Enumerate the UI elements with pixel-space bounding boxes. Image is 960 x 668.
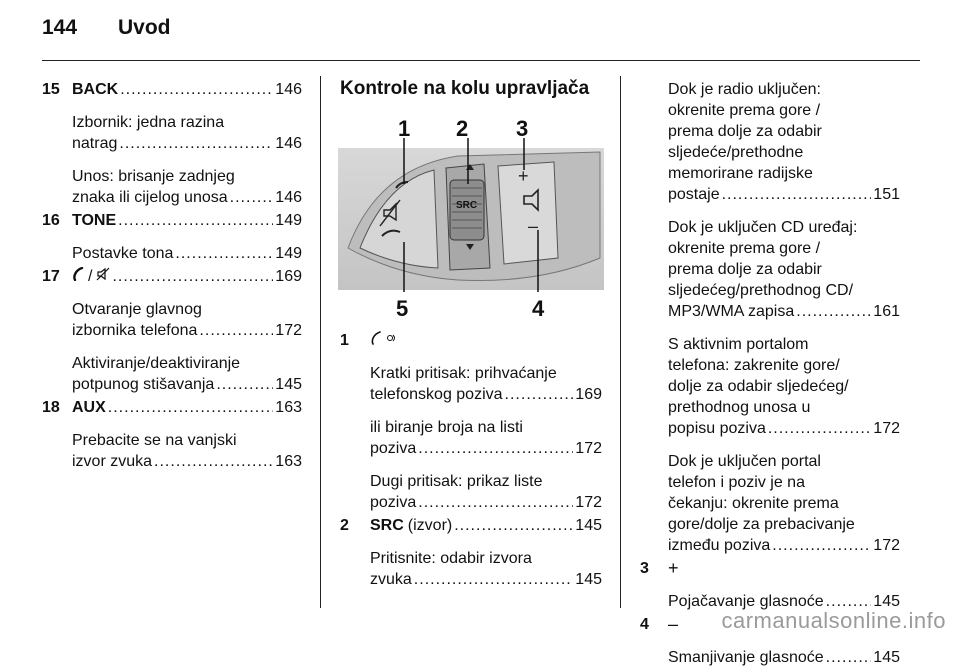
page-ref[interactable]: 146 <box>275 81 302 98</box>
page-ref[interactable]: 146 <box>275 189 302 206</box>
entry-text: prethodnog unosa u <box>668 399 811 416</box>
volume-plus-symbol: + <box>518 166 529 186</box>
page-ref[interactable]: 172 <box>873 537 900 554</box>
entry-label: SRC <box>370 517 404 534</box>
right-block-4 <box>668 451 900 556</box>
header-rule <box>42 60 920 61</box>
entry-text: memorirane radijske <box>668 165 813 182</box>
page-ref[interactable]: 151 <box>873 186 900 203</box>
page-ref[interactable]: 145 <box>575 517 602 534</box>
minus-icon: – <box>668 614 679 634</box>
entry-text: prema dolje za odabir <box>668 123 822 140</box>
entry-text: natrag <box>72 135 118 152</box>
phone-icon <box>72 266 84 287</box>
entry-text: ili biranje broja na listi <box>370 419 523 436</box>
page-ref[interactable]: 161 <box>873 303 900 320</box>
entry-text: Dugi pritisak: prikaz liste <box>370 473 543 490</box>
entry-number: 2 <box>340 517 349 534</box>
entry-number: 4 <box>640 616 649 633</box>
page-ref[interactable]: 149 <box>275 212 302 229</box>
entry-text: MP3/WMA zapisa <box>668 303 795 320</box>
entry-number: 16 <box>42 212 60 229</box>
entry-text: poziva <box>370 440 417 457</box>
entry-text: Pritisnite: odabir izvora <box>370 550 532 567</box>
callout-label-3: 3 <box>516 116 529 141</box>
entry-text: Unos: brisanje zadnjeg <box>72 168 235 185</box>
page-title: Uvod <box>118 16 171 39</box>
section-title: Kontrole na kolu upravljača <box>340 78 590 99</box>
entry-text: telefona: zakrenite gore/ <box>668 357 840 374</box>
page-ref[interactable]: 169 <box>275 268 302 285</box>
column-divider-2 <box>620 76 621 608</box>
entry-text: Izbornik: jedna razina <box>72 114 225 131</box>
entry-text: Dok je uključen CD uređaj: <box>668 219 858 236</box>
phone-icon <box>370 330 382 351</box>
volume-minus-symbol: – <box>528 216 539 236</box>
entry-3 <box>640 558 900 612</box>
entry-text: telefonskog poziva <box>370 386 503 403</box>
entry-text: dolje za odabir sljedećeg/ <box>668 378 849 395</box>
entry-text: znaka ili cijelog unosa <box>72 189 228 206</box>
entry-16 <box>42 210 302 264</box>
entry-text: Otvaranje glavnog <box>72 301 202 318</box>
entry-17 <box>42 266 302 395</box>
entry-text: Kratki pritisak: prihvaćanje <box>370 365 557 382</box>
callout-label-4: 4 <box>532 296 545 321</box>
entry-label: TONE <box>72 212 117 229</box>
left-column <box>42 79 302 472</box>
mute-icon <box>96 266 110 287</box>
right-block-1 <box>668 79 900 205</box>
entry-18 <box>42 397 302 472</box>
entry-text: Aktiviranje/deaktiviranje <box>72 355 241 372</box>
entry-text: prema dolje za odabir <box>668 261 822 278</box>
entry-number: 3 <box>640 560 649 577</box>
page-ref[interactable]: 172 <box>275 322 302 339</box>
entry-text: između poziva <box>668 537 771 554</box>
entry-separator: / <box>88 268 93 285</box>
page-ref[interactable]: 146 <box>275 135 302 152</box>
entry-text: Dok je uključen portal <box>668 453 821 470</box>
entry-text: Pojačavanje glasnoće <box>668 593 824 610</box>
entry-text: izvor zvuka <box>72 453 153 470</box>
entry-text: zvuka <box>370 571 412 588</box>
entry-text: telefon i poziv je na <box>668 474 805 491</box>
page-ref[interactable]: 145 <box>873 649 900 666</box>
entry-1 <box>340 330 602 513</box>
entry-text: Smanjivanje glasnoće <box>668 649 824 666</box>
entry-text: sljedeće/prethodne <box>668 144 804 161</box>
watermark: carmanualsonline.info <box>721 608 946 633</box>
entry-text: čekanju: okrenite prema <box>668 495 839 512</box>
right-column <box>640 79 900 668</box>
callout-label-1: 1 <box>398 116 411 141</box>
plus-icon: + <box>668 558 679 578</box>
entry-text: postaje <box>668 186 720 203</box>
callout-label-5: 5 <box>396 296 409 321</box>
entry-number: 15 <box>42 81 60 98</box>
page-ref[interactable]: 172 <box>575 440 602 457</box>
page-ref[interactable]: 145 <box>575 571 602 588</box>
entry-15 <box>42 79 302 208</box>
entry-text: okrenite prema gore / <box>668 102 821 119</box>
steering-wheel-controls-figure <box>338 108 604 322</box>
entry-label: BACK <box>72 81 119 98</box>
entry-text: okrenite prema gore / <box>668 240 821 257</box>
page-ref[interactable]: 145 <box>275 376 302 393</box>
page-ref[interactable]: 169 <box>575 386 602 403</box>
entry-number: 1 <box>340 332 349 349</box>
entry-text: izbornika telefona <box>72 322 198 339</box>
page-number: 144 <box>42 16 78 39</box>
entry-text: sljedećeg/prethodnog CD/ <box>668 282 854 299</box>
entry-text: potpunog stišavanja <box>72 376 215 393</box>
entry-number: 18 <box>42 399 60 416</box>
entry-text: popisu poziva <box>668 420 766 437</box>
page-ref[interactable]: 163 <box>275 399 302 416</box>
middle-column <box>340 78 602 99</box>
entry-label: AUX <box>72 399 106 416</box>
entry-text: S aktivnim portalom <box>668 336 809 353</box>
entry-text: Dok je radio uključen: <box>668 81 821 98</box>
entry-text: poziva <box>370 494 417 511</box>
column-divider-1 <box>320 76 321 608</box>
page-ref[interactable]: 163 <box>275 453 302 470</box>
page-ref[interactable]: 172 <box>575 494 602 511</box>
entry-2 <box>340 515 602 590</box>
entry-text: gore/dolje za prebacivanje <box>668 516 855 533</box>
entry-text: Prebacite se na vanjski <box>72 432 237 449</box>
entry-number: 17 <box>42 268 60 285</box>
callout-label-2: 2 <box>456 116 469 141</box>
steering-wheel-illustration <box>338 108 604 322</box>
page-ref[interactable]: 172 <box>873 420 900 437</box>
voice-icon <box>386 330 398 351</box>
middle-column-entries <box>340 330 602 590</box>
src-button-label: SRC <box>456 200 478 211</box>
page-ref[interactable]: 145 <box>873 593 900 610</box>
page-ref[interactable]: 149 <box>275 245 302 262</box>
right-block-3 <box>668 334 900 439</box>
entry-text: Postavke tona <box>72 245 174 262</box>
entry-suffix: (izvor) <box>407 517 453 534</box>
right-block-2 <box>668 217 900 322</box>
